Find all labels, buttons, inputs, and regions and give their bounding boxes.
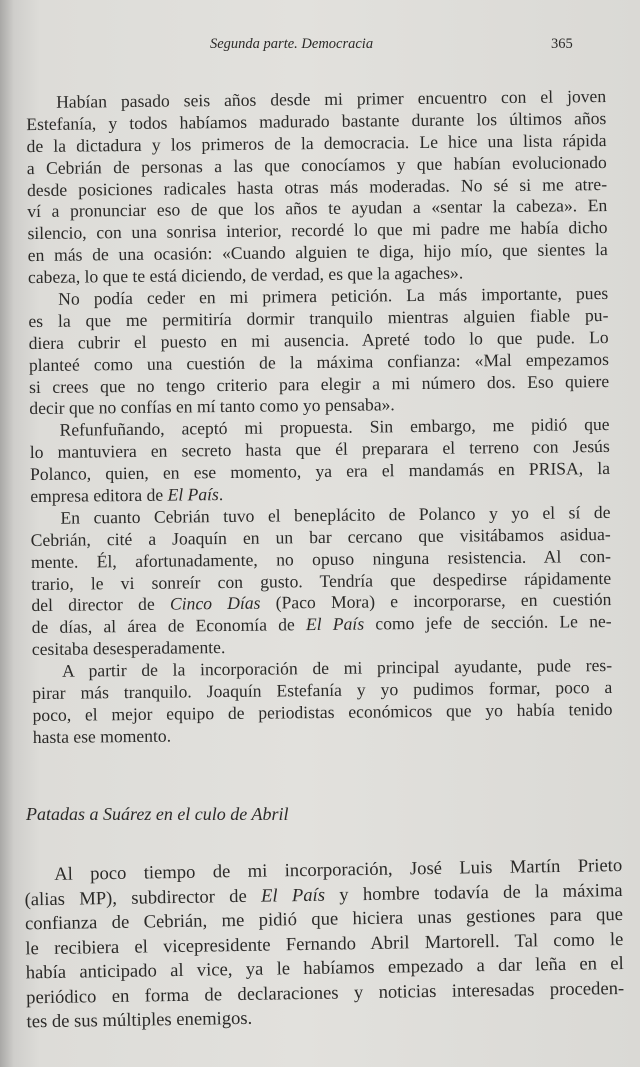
running-title: Segunda parte. Democracia <box>210 36 374 52</box>
italic-text: El País <box>260 884 326 907</box>
text-run: tes de sus múltiples enemigos. <box>26 1007 253 1033</box>
paragraph <box>26 86 608 289</box>
text-run: como jefe de sección. Le ne- <box>364 611 612 634</box>
text-run: En cuanto Cebrián tuvo el beneplácito de Polanco y yo el sí de <box>60 501 611 528</box>
text-run: desde posiciones radicales hasta otras más moderadas. No sé si me atre- <box>26 173 608 200</box>
text-run: empresa editora de <box>30 484 168 507</box>
body-text-section-1 <box>26 86 613 749</box>
text-run: . <box>218 484 224 505</box>
text-run: decir que no confías en mí tanto como yo pensaba». <box>29 394 395 419</box>
body-text-section-2 <box>24 854 625 1035</box>
italic-text: El País <box>167 484 219 505</box>
text-run: lo mantuviera en secreto hasta que él preparara el terreno con Jesús <box>29 436 610 463</box>
text-run: trario, le vi sonreír con gusto. Tendría que despedirse rápidamente <box>31 567 612 594</box>
text-run: Cebrián, cité a Joaquín en un bar cercano que visitábamos asidua- <box>30 523 611 550</box>
paragraph <box>32 655 613 749</box>
text-run: de días, al área de Economía de <box>31 614 307 638</box>
text-run: es la que me permitiría dormir tranquilo mientras alguien fiable pu- <box>28 304 609 331</box>
text-run: pirar más tranquilo. Joaquín Estefanía y yo pudimos formar, poco a <box>32 677 613 704</box>
text-run: y hombre todavía de la máxima <box>324 879 623 906</box>
text-run: mente. Él, afortunadamente, no opuso ninguna resistencia. Al con- <box>30 545 612 572</box>
text-run: confianza de Cebrián, me pidió que hiciera unas gestiones para que <box>24 903 624 935</box>
text-run: (alias MP), subdirector de <box>24 885 262 910</box>
page-number: 365 <box>551 36 573 52</box>
text-run: Estefanía, y todos habíamos madurado bastante durante los últimos años <box>26 107 607 134</box>
running-header <box>0 36 640 58</box>
text-run: No podía ceder en mi primera petición. La más importante, pues <box>58 283 609 309</box>
text-run: (Paco Mora) e incorporarse, en cuestión <box>260 589 612 614</box>
paragraph <box>29 414 610 508</box>
text-run: a Cebrián de personas a las que conocíamos y que habían evolucionado <box>26 151 607 178</box>
text-run: cesitaba desesperadamente. <box>31 637 226 660</box>
text-run: del director de <box>31 594 171 616</box>
text-run: A partir de la incorporación de mi principal ayudante, pude res- <box>61 655 613 681</box>
text-run: Refunfuñando, aceptó mi propuesta. Sin embargo, me pidió que <box>59 414 610 441</box>
text-run: cabeza, lo que te está diciendo, de verdad, es que la agaches». <box>27 262 464 288</box>
text-run: ví a pronunciar eso de que los años te ayudan a «sentar la cabeza». En <box>27 195 608 222</box>
text-run: diera cubrir el puesto en mi ausencia. Apreté todo lo que pude. Lo <box>28 326 609 353</box>
italic-text: Cinco Días <box>169 593 261 615</box>
text-run: Habían pasado seis años desde mi primer encuentro con el joven <box>56 86 607 112</box>
text-run: silencio, con una sonrisa interior, recordé lo que mi padre me había dicho <box>27 217 608 244</box>
text-run: Al poco tiempo de mi incorporación, José Luis Martín Prieto <box>54 854 623 885</box>
text-run: planteé como una cuestión de la máxima confianza: «Mal empezamos <box>28 348 609 375</box>
paragraph <box>24 854 625 1035</box>
paragraph <box>30 502 612 661</box>
text-run: había anticipado al vice, ya le habíamos empezado a dar leña en el <box>25 952 624 984</box>
text-run: hasta ese momento. <box>32 725 172 747</box>
section-heading: Patadas a Suárez en el culo de Abril <box>26 804 289 824</box>
text-line <box>33 721 613 749</box>
text-run: en más de una ocasión: «Cuando alguien te diga, hijo mío, que sientes la <box>27 239 608 266</box>
italic-text: El País <box>305 613 365 635</box>
text-run: poco, el mejor equipo de periodistas económicos que yo había tenido <box>32 698 613 725</box>
text-run: Polanco, quien, en ese momento, ya era el mandamás en PRISA, la <box>29 458 611 485</box>
text-run: le recibiera el vicepresidente Fernando Abril Martorell. Tal como le <box>25 928 624 959</box>
text-run: de la dictadura y los primeros de la democracia. Le hice una lista rápida <box>26 129 607 156</box>
text-run: si crees que no tengo criterio para elegir a mi número dos. Eso quiere <box>29 370 610 397</box>
text-run: periódico en forma de declaraciones y noticias interesadas proceden- <box>26 977 625 1008</box>
paragraph <box>28 283 609 420</box>
